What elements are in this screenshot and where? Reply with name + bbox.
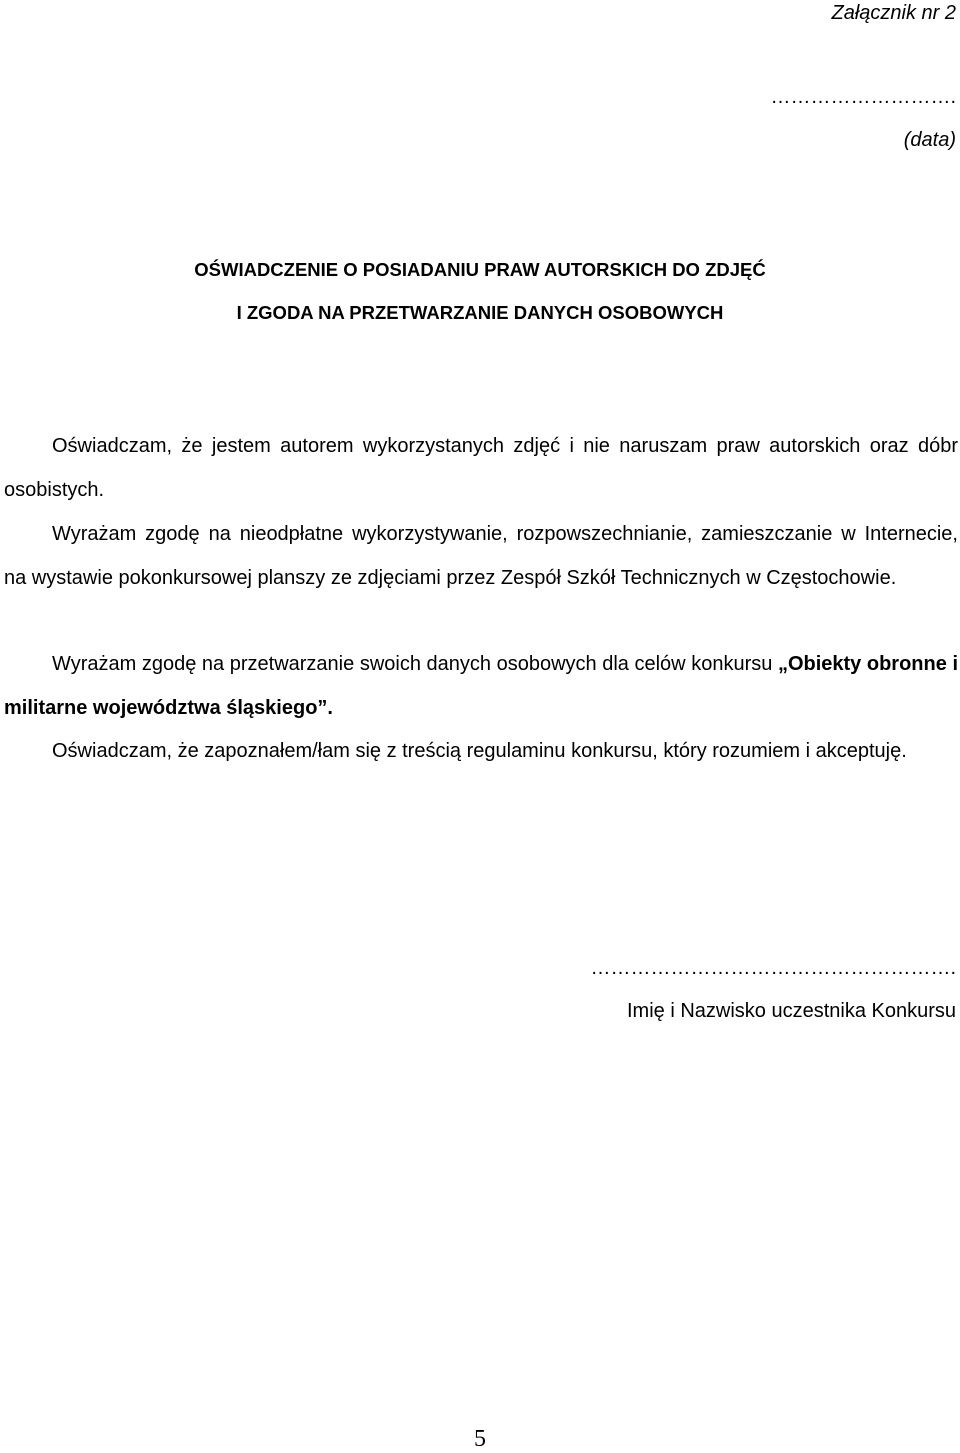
signature-placeholder: ………………………………………………. <box>590 957 956 979</box>
signature-label: Imię i Nazwisko uczestnika Konkursu <box>626 1000 956 1022</box>
paragraph-usage-consent <box>4 512 958 600</box>
paragraph-regulations-text: Oświadczam, że zapoznałem/łam się z treścią regulaminu konkursu, który rozumiem i akceptuję. <box>52 740 907 762</box>
document-title-line-1: OŚWIADCZENIE O POSIADANIU PRAW AUTORSKICH DO ZDJĘĆ <box>194 259 766 280</box>
paragraph-authorship-text: Oświadczam, że jestem autorem wykorzystanych zdjęć i nie naruszam praw autorskich oraz dóbr osobistych. <box>4 435 958 501</box>
paragraph-regulations <box>4 729 958 773</box>
paragraph-data-consent-text: Wyrażam zgodę na przetwarzanie swoich danych osobowych dla celów konkursu <box>52 653 778 675</box>
document-title-line-2: I ZGODA NA PRZETWARZANIE DANYCH OSOBOWYCH <box>236 302 724 323</box>
attachment-label: Załącznik nr 2 <box>831 2 956 24</box>
date-label: (data) <box>903 129 956 151</box>
page-number: 5 <box>474 1426 486 1452</box>
contest-name: „Obiekty obronne i militarne województwa śląskiego”. <box>4 653 958 719</box>
date-placeholder: ………………………. <box>770 86 956 108</box>
paragraph-data-consent <box>4 642 958 730</box>
paragraph-usage-consent-text: Wyrażam zgodę na nieodpłatne wykorzystywanie, rozpowszechnianie, zamieszczanie w Internecie, na wystawie pokonkursowej planszy ze zdjęciami przez Zespół Szkół Technicznych w Częstochowie. <box>4 523 958 589</box>
paragraph-authorship <box>4 424 958 512</box>
